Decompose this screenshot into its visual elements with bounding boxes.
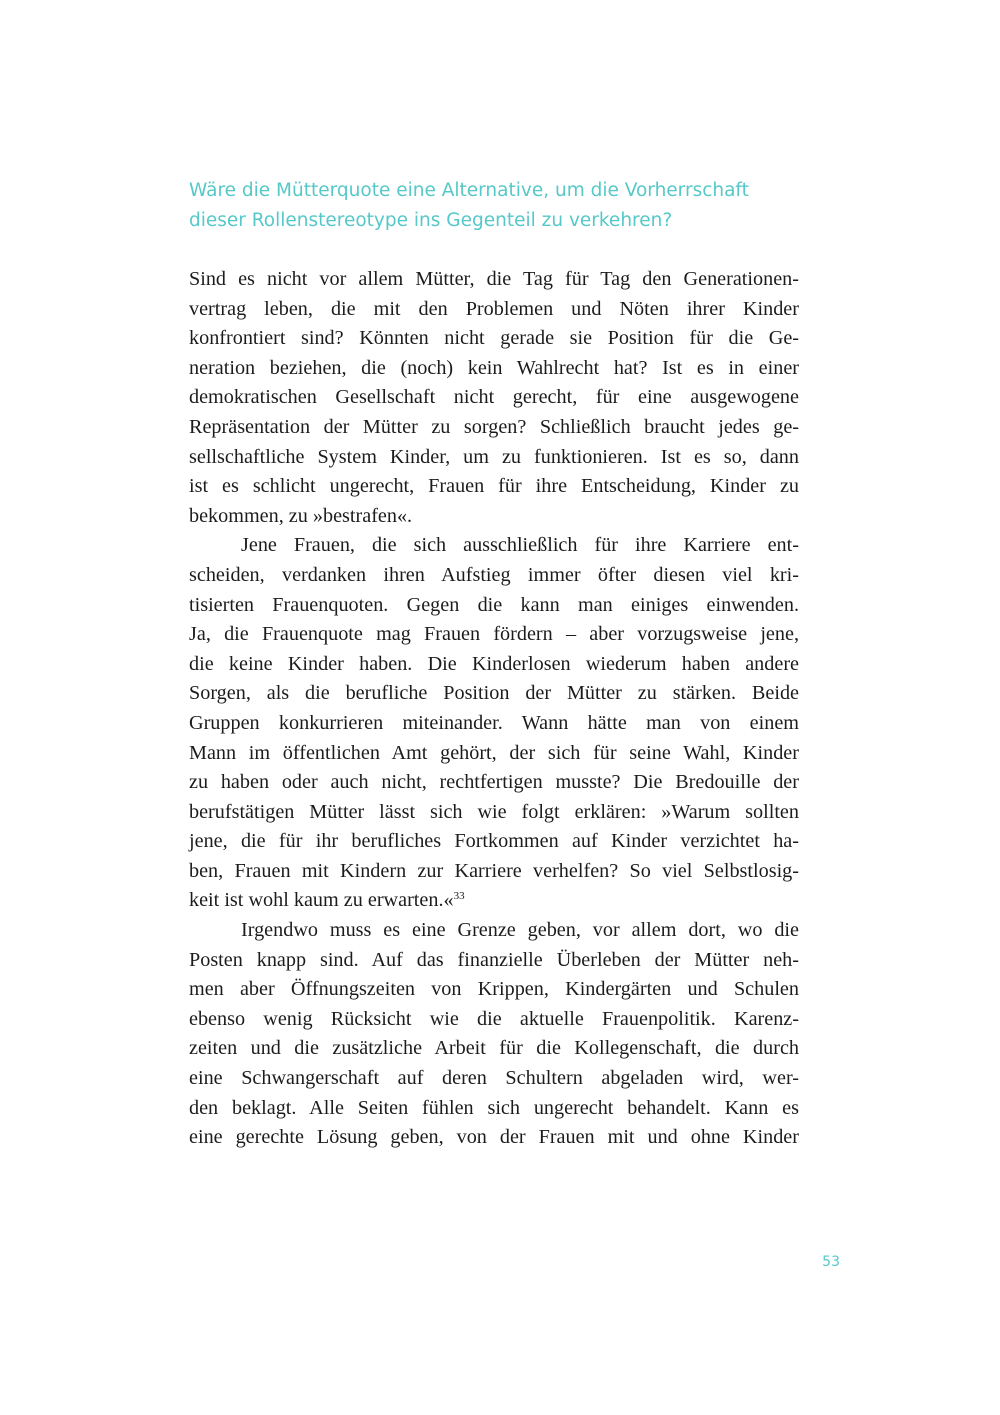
- text-line: Posten knapp sind. Auf das finanzielle Überleben der Mütter neh-: [189, 948, 799, 971]
- text-line: Sind es nicht vor allem Mütter, die Tag für Tag den Generationen-: [189, 268, 799, 290]
- text-line: Mann im öffentlichen Amt gehört, der sich für seine Wahl, Kinder: [189, 741, 799, 764]
- text-line: die keine Kinder haben. Die Kinderlosen wiederum haben andere: [189, 652, 799, 675]
- text-line: jene, die für ihr berufliches Fortkommen auf Kinder verzichtet ha-: [189, 830, 799, 853]
- body-text: [189, 265, 799, 1153]
- heading-line: Wäre die Mütterquote eine Alternative, um die Vorherrschaft: [189, 180, 749, 201]
- text-line: zeiten und die zusätzliche Arbeit für die Kollegenschaft, die durch: [189, 1037, 799, 1060]
- text-line-with-footnote: [189, 886, 799, 916]
- footnote-reference[interactable]: 33: [453, 890, 465, 903]
- text-line: vertrag leben, die mit den Problemen und Nöten ihrer Kinder: [189, 297, 799, 320]
- text-line: zu haben oder auch nicht, rechtfertigen musste? Die Bredouille der: [189, 771, 799, 794]
- text-line: Ja, die Frauenquote mag Frauen fördern – aber vorzugsweise jene,: [189, 623, 799, 646]
- text-line: men aber Öffnungszeiten von Krippen, Kindergärten und Schulen: [189, 978, 799, 1001]
- text-line: ben, Frauen mit Kindern zur Karriere verhelfen? So viel Selbstlosig-: [189, 859, 799, 882]
- text-line: den beklagt. Alle Seiten fühlen sich ungerecht behandelt. Kann es: [189, 1096, 799, 1119]
- section-heading: [189, 176, 809, 236]
- heading-line: dieser Rollenstereotype ins Gegenteil zu verkehren?: [189, 210, 673, 231]
- text-line: berufstätigen Mütter lässt sich wie folgt erklären: »Warum sollten: [189, 800, 799, 823]
- text-line: ebenso wenig Rücksicht wie die aktuelle Frauenpolitik. Karenz-: [189, 1007, 799, 1030]
- text-line: neration beziehen, die (noch) kein Wahlrecht hat? Ist es in einer: [189, 356, 799, 379]
- text-line: sellschaftliche System Kinder, um zu funktionieren. Ist es so, dann: [189, 445, 799, 468]
- text-line: Repräsentation der Mütter zu sorgen? Schließlich braucht jedes ge-: [189, 415, 799, 438]
- text-line: Gruppen konkurrieren miteinander. Wann hätte man von einem: [189, 711, 799, 734]
- text-line: bekommen, zu »bestrafen«.: [189, 504, 413, 527]
- text-line-content: keit ist wohl kaum zu erwarten.«: [189, 889, 454, 912]
- text-line: Jene Frauen, die sich ausschließlich für ihre Karriere ent-: [241, 534, 799, 557]
- text-line: eine gerechte Lösung geben, von der Frauen mit und ohne Kinder: [189, 1126, 799, 1149]
- page-number: 53: [822, 1254, 840, 1270]
- text-line: eine Schwangerschaft auf deren Schultern abgeladen wird, wer-: [189, 1067, 799, 1090]
- text-line: scheiden, verdanken ihren Aufstieg immer öfter diesen viel kri-: [189, 563, 799, 586]
- text-line: demokratischen Gesellschaft nicht gerecht, für eine ausgewogene: [189, 386, 799, 409]
- text-line: Sorgen, als die berufliche Position der Mütter zu stärken. Beide: [189, 682, 799, 705]
- text-line: ist es schlicht ungerecht, Frauen für ihre Entscheidung, Kinder zu: [189, 475, 799, 498]
- text-line: konfrontiert sind? Könnten nicht gerade sie Position für die Ge-: [189, 327, 799, 350]
- text-line: tisierten Frauenquoten. Gegen die kann man einiges einwenden.: [189, 593, 799, 616]
- text-line: Irgendwo muss es eine Grenze geben, vor allem dort, wo die: [241, 919, 799, 942]
